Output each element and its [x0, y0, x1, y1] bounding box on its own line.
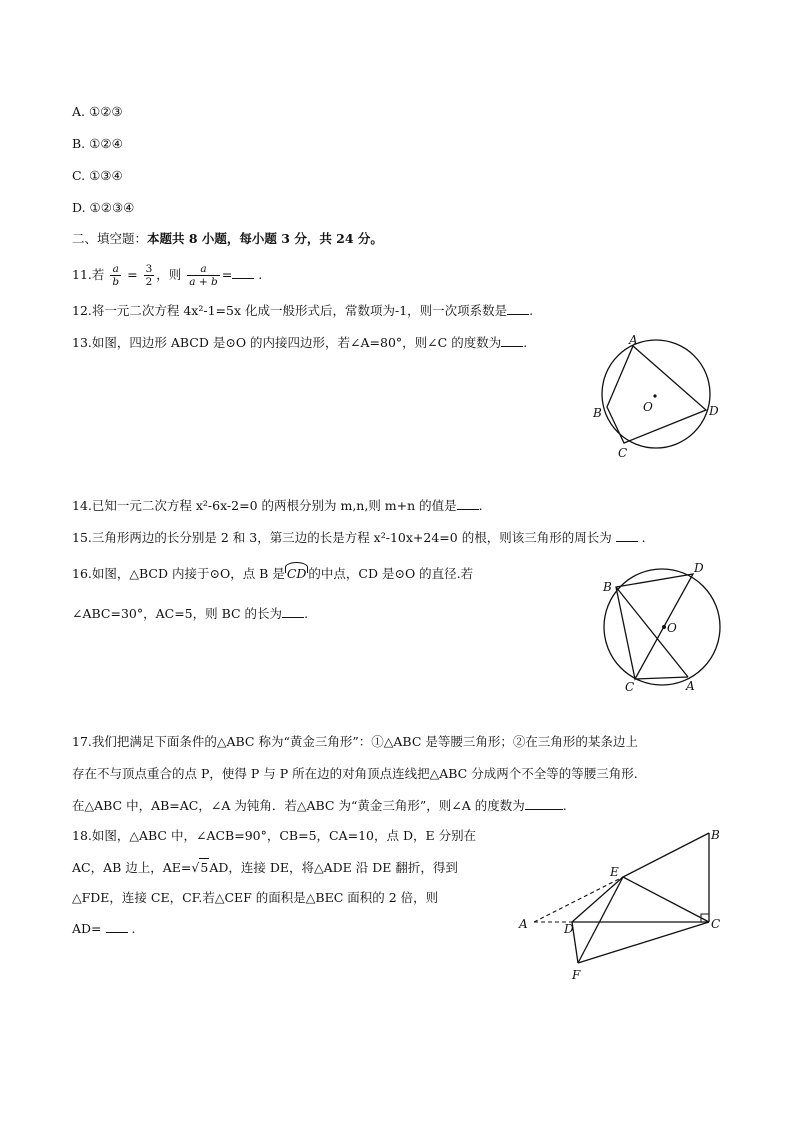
question-11: 11.若 $\frac{a}{b}$ = $\frac{3}{2}$ ，则 $\frac{a}{a + b}$ = .	[72, 263, 263, 288]
label-a: A	[686, 679, 695, 693]
label-b: B	[711, 828, 720, 842]
answer-blank[interactable]	[232, 266, 254, 279]
answer-blank[interactable]	[457, 497, 479, 510]
label-d: D	[709, 404, 719, 418]
fraction-a-over-a-plus-b: $\frac{a}{a + b}$	[189, 263, 218, 288]
question-18-line-2: AC，AB 边上，AE=√5AD，连接 DE，将△ADE 沿 DE 翻折，得到	[72, 860, 458, 875]
question-13: 13.如图，四边形 ABCD 是⊙O 的内接四边形，若∠A=80°，则∠C 的度数为 .	[72, 335, 528, 350]
label-d: D	[694, 561, 704, 575]
option-a: A. ①②③	[72, 104, 123, 119]
answer-blank[interactable]	[501, 334, 523, 347]
question-18-line-3: △FDE，连接 CE，CF.若△CEF 的面积是△BEC 面积的 2 倍，则	[72, 890, 439, 905]
label-o: O	[643, 400, 653, 414]
label-o: O	[667, 621, 677, 635]
label-a: A	[519, 917, 528, 931]
fraction-3-over-2: $\frac{3}{2}$	[145, 263, 153, 288]
label-b: B	[603, 580, 612, 594]
label-b: B	[593, 406, 602, 420]
option-c: C. ①③④	[72, 168, 123, 183]
option-d: D. ①②③④	[72, 200, 135, 215]
sqrt-5: 5	[200, 860, 209, 875]
question-16-line-1: 16.如图，△BCD 内接于⊙O，点 B 是 CD 的中点，CD 是⊙O 的直径.若	[72, 566, 474, 581]
label-f: F	[572, 968, 581, 982]
figure-18-right-triangle-fold	[510, 820, 740, 990]
label-d: D	[564, 922, 574, 936]
question-12: 12.将一元二次方程 4x²-1=5x 化成一般形式后，常数项为-1，则一次项系数是 .	[72, 303, 534, 318]
answer-blank[interactable]	[282, 605, 304, 618]
label-a: A	[629, 333, 638, 347]
figure-13-circle-quadrilateral	[585, 330, 730, 465]
arc-cd: CD	[286, 566, 307, 581]
question-17-line-2: 存在不与顶点重合的点 P，使得 P 与 P 所在边的对角顶点连线把△ABC 分成两个不全等的等腰三角形.	[72, 766, 638, 781]
answer-blank[interactable]	[106, 920, 128, 933]
label-c: C	[625, 680, 635, 694]
section-heading: 二、填空题：本题共 8 小题，每小题 3 分，共 24 分。	[72, 231, 383, 246]
answer-blank[interactable]	[507, 302, 529, 315]
answer-blank[interactable]	[616, 529, 638, 542]
figure-16-circle-triangle	[590, 560, 735, 700]
question-15: 15.三角形两边的长分别是 2 和 3，第三边的长是方程 x²-10x+24=0 的根，则该三角形的周长为 .	[72, 530, 646, 545]
question-18-line-4: AD= .	[72, 921, 136, 936]
question-14: 14.已知一元二次方程 x²-6x-2=0 的两根分别为 m,n,则 m+n 的值是 .	[72, 498, 483, 513]
answer-blank[interactable]	[525, 797, 563, 810]
label-e: E	[610, 865, 619, 879]
question-16-line-2: ∠ABC=30°，AC=5，则 BC 的长为 .	[72, 606, 309, 621]
question-18-line-1: 18.如图，△ABC 中，∠ACB=90°，CB=5，CA=10，点 D，E 分别在	[72, 828, 477, 843]
question-17-line-1: 17.我们把满足下面条件的△ABC 称为“黄金三角形”：①△ABC 是等腰三角形；②在三角形的某条边上	[72, 734, 638, 749]
label-c: C	[711, 917, 721, 931]
option-b: B. ①②④	[72, 136, 123, 151]
fraction-a-over-b: $\frac{a}{b}$	[112, 263, 120, 288]
question-17-line-3: 在△ABC 中，AB=AC，∠A 为钝角．若△ABC 为“黄金三角形”，则∠A 的度数为 .	[72, 798, 567, 813]
label-c: C	[618, 446, 628, 460]
